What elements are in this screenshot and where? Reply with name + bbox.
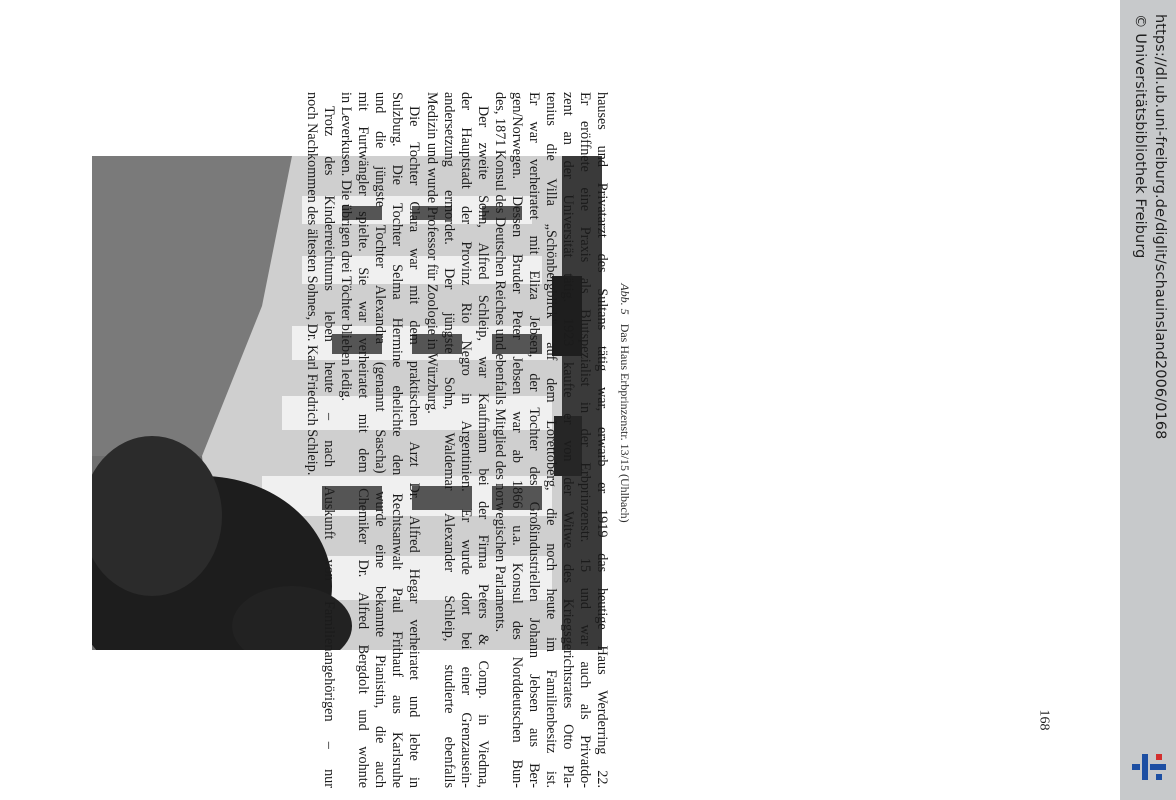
text-line: in Leverkusen. Die übrigen drei Töchter blieben ledig. [338, 92, 355, 402]
caption-label: Abb. 5 [618, 283, 632, 315]
sidebar-text [1120, 0, 1176, 800]
caption-text: Das Haus Erbprinzenstr. 13/15 (Uhlbach) [618, 323, 632, 523]
text-line: Der zweite Sohn, Alfred Schleip, war Kaufmann bei der Firma Peters & Comp. in Viedma, [474, 106, 491, 788]
text-line: der Hauptstadt der Provinz Rio Negro in Argentinien. Er wurde dort bei einer Grenzausein- [457, 92, 474, 788]
text-line: mit Furtwängler spielte. Sie war verheiratet mit dem Chemiker Dr. Alfred Bergdolt und wohnte [355, 92, 372, 788]
text-line: des, 1871 Konsul des Deutschen Reiches und ebenfalls Mitglied des norwegischen Parlaments. [491, 92, 508, 633]
body-text [303, 92, 610, 788]
text-line: gen/Norwegen. Dessen Bruder Peter Jebsen war ab 1866 u.a. Konsul des Norddeutschen Bun- [508, 92, 525, 788]
copyright-notice: © Universitätsbibliothek Freiburg [1132, 14, 1148, 259]
text-line: tenius die Villa „Schönbergblick" auf dem Lorettoberg, die noch heute im Familienbesitz ist. [542, 92, 559, 788]
rotated-text-block [304, 0, 1088, 800]
text-line: noch Nachkommen des ältesten Sohnes, Dr. Karl Friedrich Schleip. [304, 92, 321, 476]
text-line: Er war verheiratet mit Eliza Jebsen, der Tochter des Großindustriellen Johann Jebsen aus Ber- [525, 92, 542, 788]
ub-freiburg-logo-icon [1128, 750, 1170, 784]
permalink-url[interactable]: https://dl.ub.uni-freiburg.de/diglit/schauinsland2006/0168 [1152, 14, 1168, 440]
text-line: Medizin und wurde Professor für Zoologie in Würzburg. [423, 92, 440, 414]
library-sidebar [1120, 0, 1176, 800]
text-line: zent an der Universität tätig. 1923 kaufte er von der Witwe des Kriegsgerichtsrates Otto Pla- [559, 92, 576, 788]
page-number: 168 [1036, 709, 1052, 731]
text-line: Er eröffnete eine Praxis als Blutspezialist in der Erbprinzenstr. 15 und war auch als Privatdo- [576, 92, 593, 788]
figure-caption [618, 156, 632, 650]
text-line: hauses und Privatarzt des Sultans tätig war, erwarb er 1919 das heutige Haus Werderring 22. [594, 92, 610, 788]
text-line: Sulzburg. Die Tochter Selma Hermine ehelichte den Rechtsanwalt Paul Frithauf aus Karlsruhe [389, 92, 406, 788]
text-line: Die Tochter Clara war mit dem praktischen Arzt Dr. Alfred Hegar verheiratet und lebte in [406, 106, 423, 788]
text-line: Trotz des Kinderreichtums leben heute – nach Auskunft von Familienangehörigen – nur [321, 106, 338, 788]
text-line: und die jüngste Tochter Alexandra (genannt Sascha) wurde eine bekannte Pianistin, die auch [372, 92, 389, 788]
text-line: andersetzung ermordet. Der jüngste Sohn, Waldemar Alexander Schleip, studierte ebenfalls [440, 92, 457, 788]
